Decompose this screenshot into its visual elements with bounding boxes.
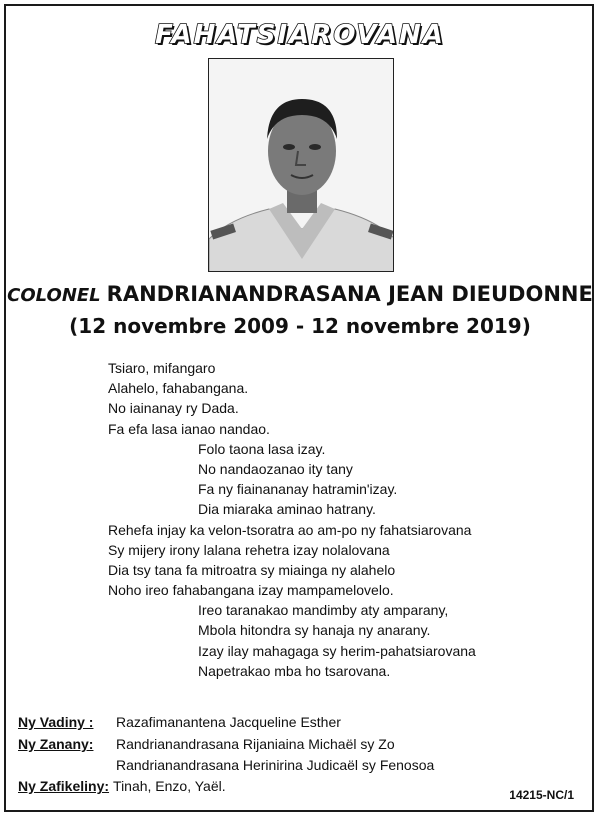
poem-line: Dia tsy tana fa mitroatra sy miainga ny alahelo — [108, 561, 396, 578]
notice-title: FAHATSIAROVANA — [155, 20, 445, 50]
poem-line: Napetrakao mba ho tsarovana. — [198, 662, 391, 679]
children-names-1: Randrianandrasana Rijaniaina Michaël sy Zo — [116, 736, 395, 752]
family-widow-row — [18, 714, 578, 730]
poem-line: Fa efa lasa ianao nandao. — [108, 420, 270, 437]
widow-name: Razafimanantena Jacqueline Esther — [116, 714, 341, 730]
deceased-name — [0, 282, 600, 306]
family-children-row — [18, 736, 578, 752]
poem-line: Folo taona lasa izay. — [198, 440, 326, 457]
reference-number: 14215-NC/1 — [509, 788, 574, 802]
family-children-row-2 — [18, 757, 578, 773]
poem-line: Fa ny fiainananay hatramin'izay. — [198, 481, 398, 498]
children-label: Ny Zanany: — [18, 736, 94, 752]
poem-line: No iainanay ry Dada. — [108, 400, 239, 417]
widow-label: Ny Vadiny : — [18, 714, 94, 730]
poem-line: Mbola hitondra sy hanaja ny anarany. — [198, 622, 431, 639]
memorial-poem — [108, 358, 568, 681]
poem-line: Tsiaro, mifangaro — [108, 360, 216, 376]
poem-line: Sy mijery irony lalana rehetra izay nolalovana — [108, 541, 390, 558]
family-grandchildren-row — [18, 778, 578, 794]
memorial-dates: (12 novembre 2009 - 12 novembre 2019) — [69, 314, 531, 338]
deceased-fullname: RANDRIANANDRASANA JEAN DIEUDONNE — [106, 282, 593, 306]
children-names-2: Randrianandrasana Herinirina Judicaël sy Fenosoa — [116, 757, 435, 773]
portrait-photo — [208, 58, 394, 272]
poem-line: Dia miaraka aminao hatrany. — [198, 501, 376, 518]
poem-line: Rehefa injay ka velon-tsoratra ao am-po ny fahatsiarovana — [108, 521, 472, 538]
poem-line: No nandaozanao ity tany — [198, 460, 353, 477]
poem-line: Ireo taranakao mandimby aty amparany, — [198, 602, 449, 619]
poem-line: Izay ilay mahagaga sy herim-pahatsiarovana — [198, 642, 476, 659]
poem-line: Alahelo, fahabangana. — [108, 380, 249, 397]
deceased-rank: COLONEL — [7, 285, 101, 306]
grandchildren-names: Tinah, Enzo, Yaël. — [113, 778, 226, 794]
poem-line: Noho ireo fahabangana izay mampamelovelo. — [108, 582, 394, 599]
grandchildren-label: Ny Zafikeliny: — [18, 778, 110, 794]
portrait-image — [209, 59, 394, 272]
